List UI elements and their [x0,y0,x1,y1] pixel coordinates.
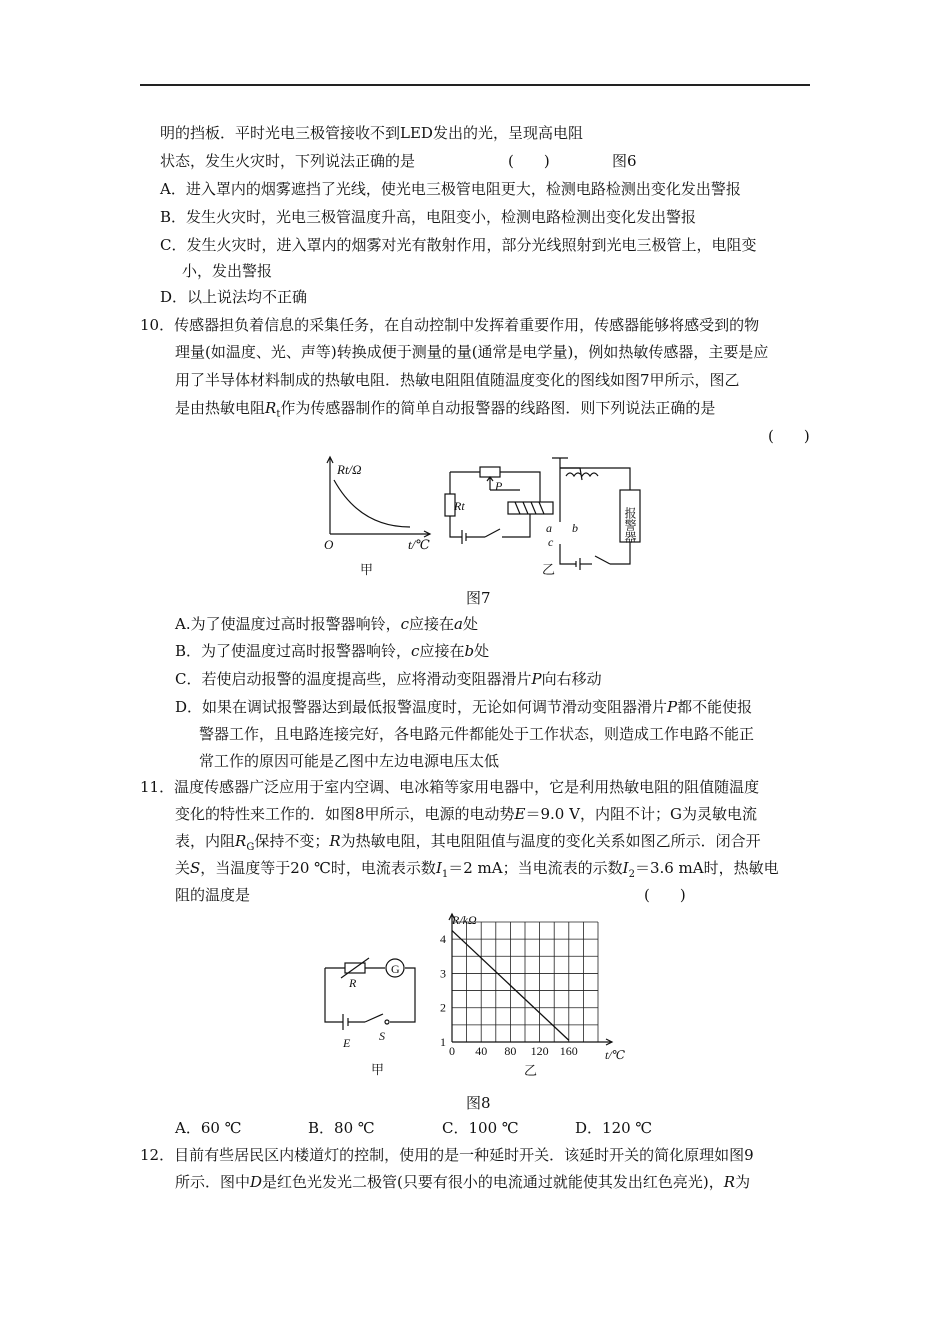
fig7-origin: O [324,537,334,552]
q10-line4: 是由热敏电阻$R_t$作为传感器制作的简单自动报警器的线路图．则下列说法正确的是 [175,399,716,420]
q10-option-c[interactable]: C．若使启动报警的温度提高些，应将滑动变阻器滑片P向右移动 [175,670,602,688]
fig7-alarm-label: 报警器 [623,507,637,543]
fig7-label-jia: 甲 [360,562,374,577]
q11-line1: 11．温度传感器广泛应用于室内空调、电冰箱等家用电器中，它是利用热敏电阻的阻值随温度 [140,778,760,796]
fig8-xlabel: t/℃ [605,1048,626,1062]
fig8-y-tick: 4 [440,932,446,947]
fig8-y-tick: 2 [440,1000,446,1015]
figure-7 [290,452,650,582]
fig7-label-yi: 乙 [542,562,556,577]
fig8-y-tick: 1 [440,1035,446,1049]
fig7-resistance-curve [334,480,410,527]
fig7-c-label: c [548,535,554,549]
q9-line2: 状态，发生火灾时，下列说法正确的是 [160,152,416,170]
fig7-ylabel: Rt/Ω [337,462,362,477]
q9-line1: 明的挡板．平时光电三极管接收不到LED发出的光，呈现高电阻 [160,124,583,142]
fig8-switch [365,1014,383,1022]
q9-figref: 图6 [612,152,637,170]
fig7-b-label: b [572,521,578,535]
fig7-electromagnet [508,502,553,514]
fig8-r-label: R [349,976,357,990]
fig8-x-tick: 80 [504,1044,517,1058]
fig8-label-yi: 乙 [524,1063,538,1078]
header-rule [140,84,810,86]
fig8-s-label: S [379,1029,385,1043]
figure-8-chart [430,912,640,1080]
q10-option-a[interactable]: A.为了使温度过高时报警器响铃，c应接在a处 [175,615,478,633]
fig8-grid [452,922,598,1042]
figure-8-circuit [315,950,430,1080]
q11-bracket: ( ) [644,886,686,904]
q10-option-d[interactable]: D．如果在调试报警器达到最低报警温度时，无论如何调节滑动变阻器滑片P都不能使报 [175,698,753,716]
fig8-x-tick: 0 [449,1044,455,1058]
fig8-g-label: G [391,962,400,976]
q9-option-c[interactable]: C．发生火灾时，进入罩内的烟雾对光有散射作用，部分光线照射到光电三极管上，电阻变 [160,236,757,254]
q10-line3: 用了半导体材料制成的热敏电阻．热敏电阻阻值随温度变化的图线如图7甲所示，图乙 [175,371,740,389]
fig7-xlabel: t/℃ [408,537,430,552]
q11-option-b[interactable]: B．80 ℃ [308,1119,375,1137]
fig8-axes [449,914,612,1045]
q9-option-d[interactable]: D．以上说法均不正确 [160,288,308,306]
fig8-e-label: E [343,1036,351,1050]
q11-line5: 阻的温度是 [175,886,251,904]
q11-line4: 关S，当温度等于20 ℃时，电流表示数$I_1=2$ mA；当电流表的示数$I_2=3.6$ mA时，热敏电 [175,859,779,880]
fig8-x-tick: 160 [559,1044,578,1058]
q11-option-d[interactable]: D．120 ℃ [575,1119,653,1137]
q9-option-c-cont: 小，发出警报 [182,262,273,280]
fig8-ticks [440,932,578,1058]
fig8-x-tick: 120 [530,1044,549,1058]
fig8-ylabel: R/kΩ [452,913,477,927]
q10-bracket: ( ) [768,427,810,445]
q10-line2: 理量(如温度、光、声等)转换成便于测量的量(通常是电学量)，例如热敏传感器，主要是应 [175,343,769,361]
q11-option-c[interactable]: C．100 ℃ [442,1119,519,1137]
q12-line1: 12．目前有些居民区内楼道灯的控制，使用的是一种延时开关．该延时开关的简化原理如图9 [140,1146,754,1164]
q10-option-d-cont1: 警器工作，且电路连接完好，各电路元件都能处于工作状态，则造成工作电路不能正 [199,725,755,743]
q12-line2: 所示．图中D是红色光发光二极管(只要有很小的电流通过就能使其发出红色亮光)，R为 [175,1173,751,1191]
q9-option-b[interactable]: B．发生火灾时，光电三极管温度升高，电阻变小，检测电路检测出变化发出警报 [160,208,697,226]
q10-option-d-cont2: 常工作的原因可能是乙图中左边电源电压太低 [199,752,500,770]
q11-option-a[interactable]: A．60 ℃ [175,1119,242,1137]
q9-option-a[interactable]: A．进入罩内的烟雾遮挡了光线，使光电三极管电阻更大，检测电路检测出变化发出警报 [160,180,741,198]
fig7-rheostat [480,467,500,477]
fig8-y-tick: 3 [440,966,446,981]
q11-line3: 表，内阻$R_G$保持不变；R为热敏电阻，其电阻阻值与温度的变化关系如图乙所示．闭合开 [175,832,761,853]
fig7-p-label: P [495,479,503,493]
fig8-caption: 图8 [466,1094,491,1112]
fig7-circuit-yi [445,458,640,570]
q11-line2: 变化的特性来工作的．如图8甲所示，电源的电动势E＝9.0 V，内阻不计；G为灵敏电流 [175,805,757,823]
q10-line1: 10．传感器担负着信息的采集任务，在自动控制中发挥着重要作用，传感器能够将感受到的物 [140,316,760,334]
q10-option-b[interactable]: B．为了使温度过高时报警器响铃，c应接在b处 [175,642,490,660]
fig7-caption: 图7 [466,589,491,607]
fig7-rt-label: Rt [454,499,465,513]
fig8-label-jia: 甲 [371,1062,385,1077]
fig7-a-label: a [546,521,552,535]
q9-bracket: ( ) [508,152,550,170]
fig8-x-tick: 40 [475,1044,488,1058]
